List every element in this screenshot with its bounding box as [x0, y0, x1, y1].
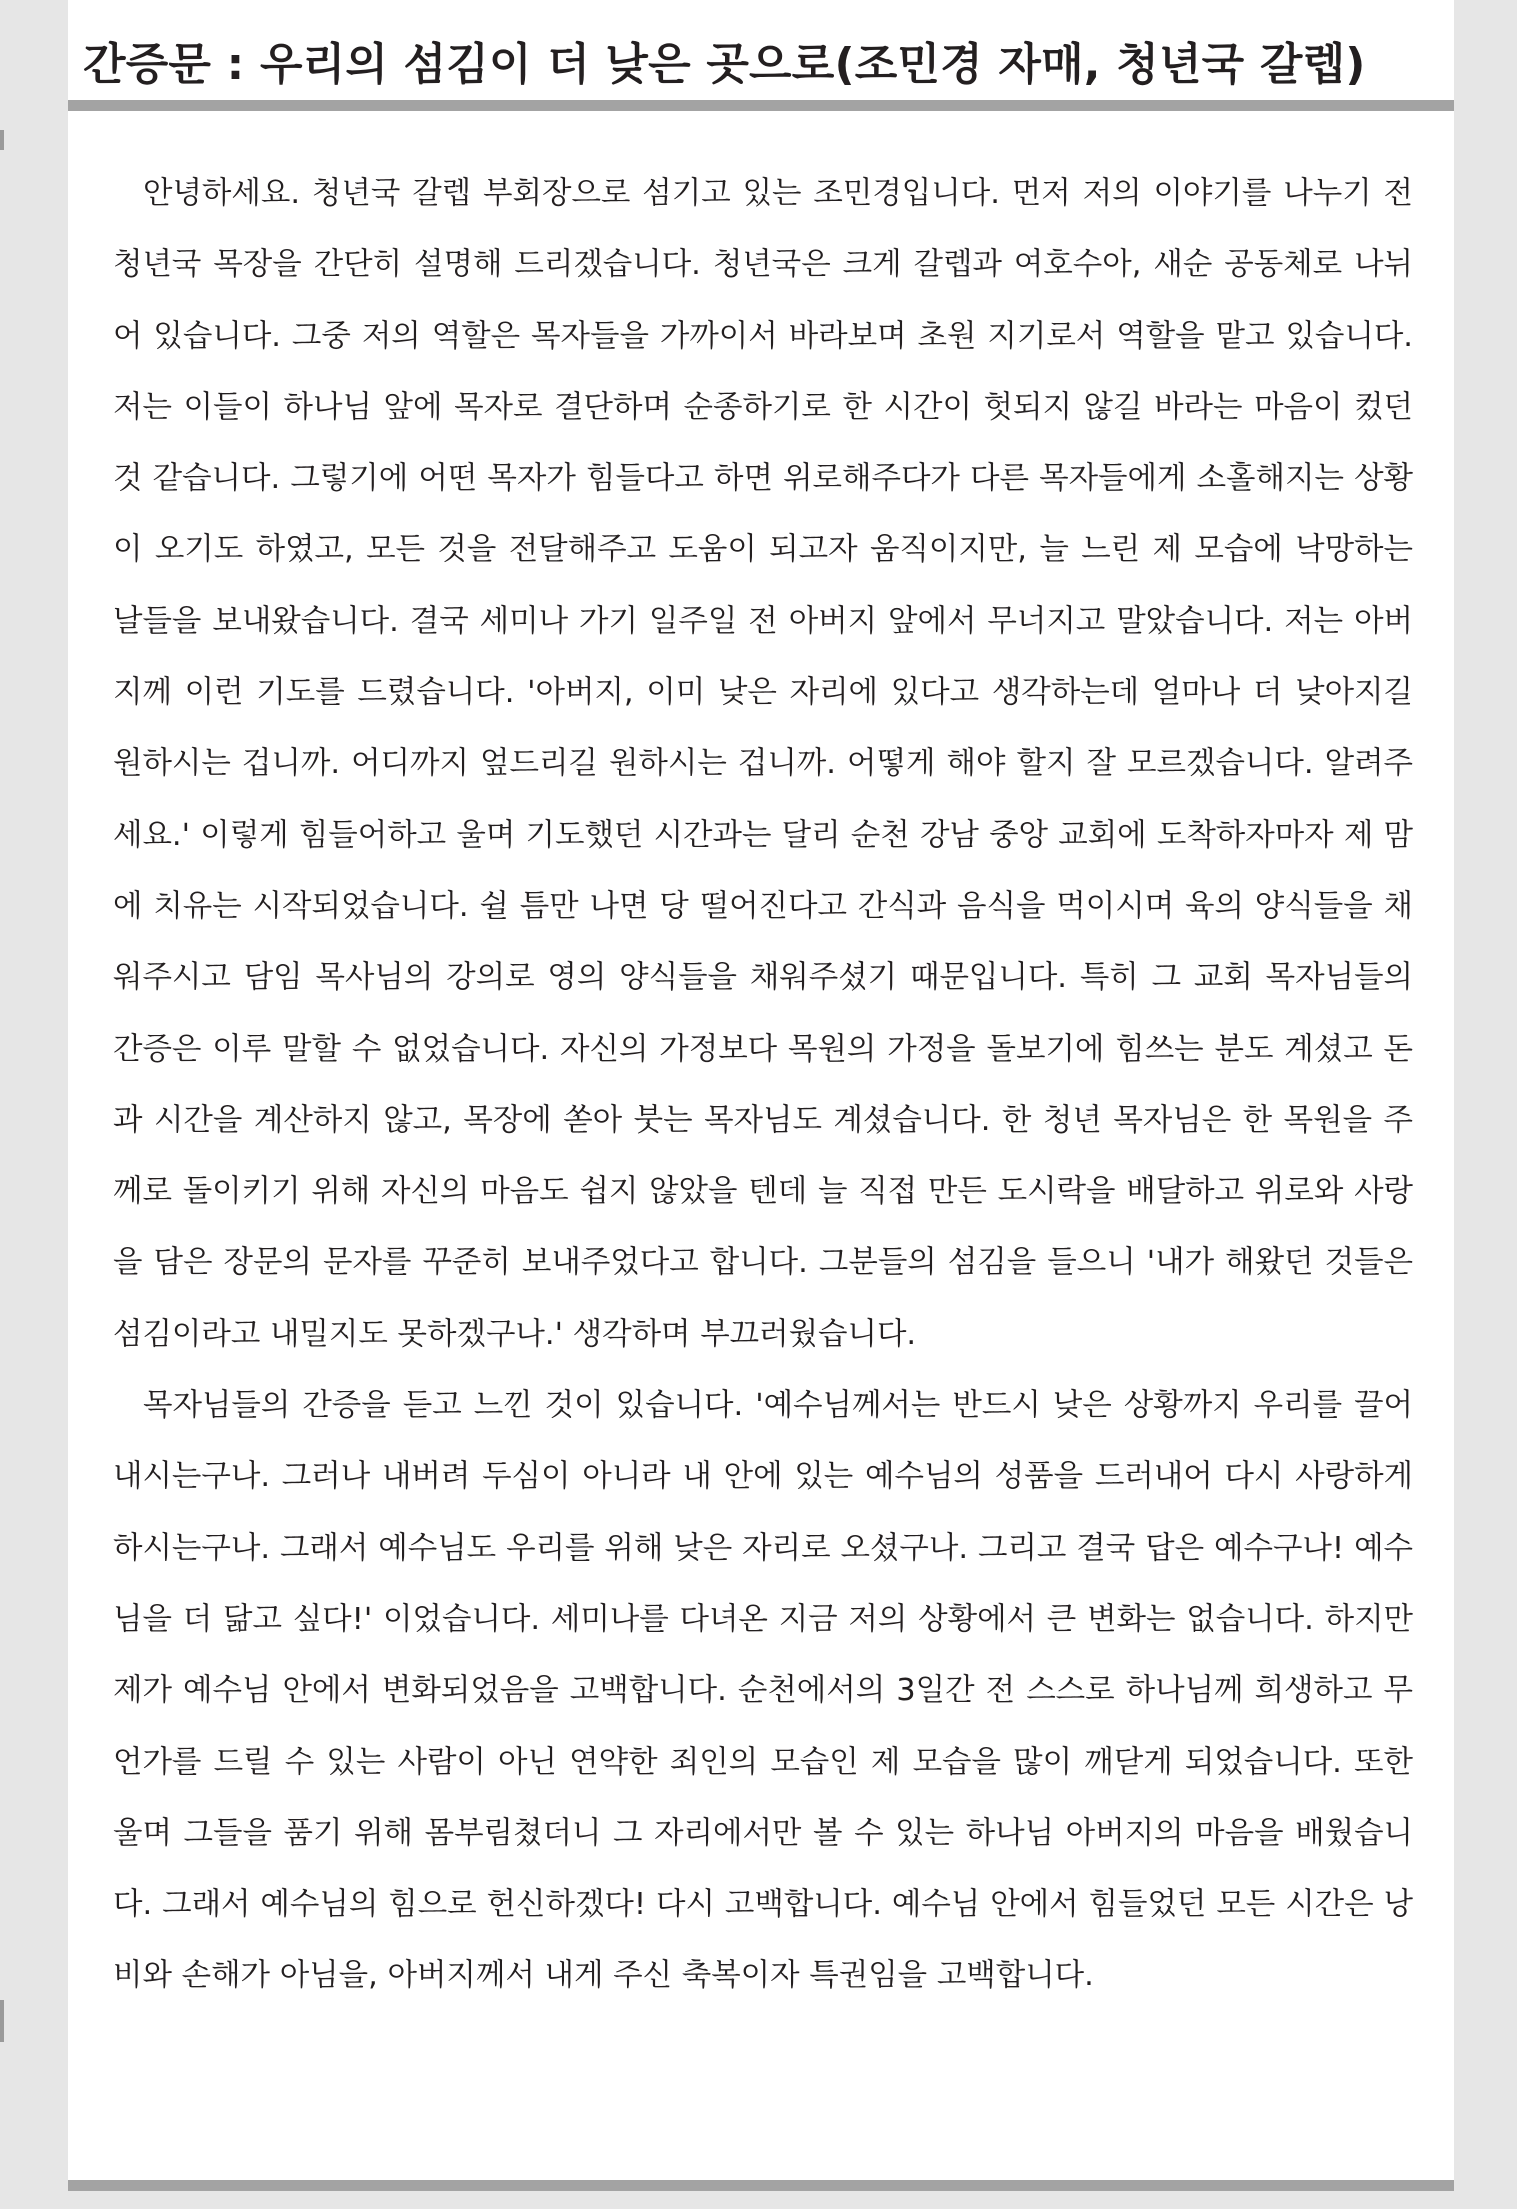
title-divider — [68, 100, 1454, 111]
margin-mark — [0, 2000, 4, 2042]
article-title: 간증문 : 우리의 섬김이 더 낮은 곳으로(조민경 자매, 청년국 갈렙) — [83, 39, 1366, 90]
article-body — [113, 158, 1413, 2012]
article-panel — [68, 111, 1454, 2181]
article-paragraph: 안녕하세요. 청년국 갈렙 부회장으로 섬기고 있는 조민경입니다. 먼저 저의 이야기를 나누기 전 청년국 목장을 간단히 설명해 드리겠습니다. 청년국은 크게 갈렙과 여호수아, 새순 공동체로 나뉘어 있습니다. 그중 저의 역할은 목자들을 가까이서 바라보며 초원 지기로서 역할을 맡고 있습니다. 저는 이들이 하나님 앞에 목자로 결단하며 순종하기로 한 시간이 헛되지 않길 바라는 마음이 컸던 것 같습니다. 그렇기에 어떤 목자가 힘들다고 하면 위로해주다가 다른 목자들에게 소홀해지는 상황이 오기도 하였고, 모든 것을 전달해주고 도움이 되고자 움직이지만, 늘 느린 제 모습에 낙망하는 날들을 보내왔습니다. 결국 세미나 가기 일주일 전 아버지 앞에서 무너지고 말았습니다. 저는 아버지께 이런 기도를 드렸습니다. '아버지, 이미 낮은 자리에 있다고 생각하는데 얼마나 더 낮아지길 원하시는 겁니까. 어디까지 엎드리길 원하시는 겁니까. 어떻게 해야 할지 잘 모르겠습니다. 알려주세요.' 이렇게 힘들어하고 울며 기도했던 시간과는 달리 순천 강남 중앙 교회에 도착하자마자 제 맘에 치유는 시작되었습니다. 쉴 틈만 나면 당 떨어진다고 간식과 음식을 먹이시며 육의 양식들을 채워주시고 담임 목사님의 강의로 영의 양식들을 채워주셨기 때문입니다. 특히 그 교회 목자님들의 간증은 이루 말할 수 없었습니다. 자신의 가정보다 목원의 가정을 돌보기에 힘쓰는 분도 계셨고 돈과 시간을 계산하지 않고, 목장에 쏟아 붓는 목자님도 계셨습니다. 한 청년 목자님은 한 목원을 주께로 돌이키기 위해 자신의 마음도 쉽지 않았을 텐데 늘 직접 만든 도시락을 배달하고 위로와 사랑을 담은 장문의 문자를 꾸준히 보내주었다고 합니다. 그분들의 섬김을 들으니 '내가 해왔던 것들은 섬김이라고 내밀지도 못하겠구나.' 생각하며 부끄러웠습니다. — [113, 176, 1413, 1352]
margin-mark — [0, 130, 4, 150]
article-paragraph: 목자님들의 간증을 듣고 느낀 것이 있습니다. '예수님께서는 반드시 낮은 상황까지 우리를 끌어내시는구나. 그러나 내버려 두심이 아니라 내 안에 있는 예수님의 성품을 드러내어 다시 사랑하게 하시는구나. 그래서 예수님도 우리를 위해 낮은 자리로 오셨구나. 그리고 결국 답은 예수구나! 예수님을 더 닮고 싶다!' 이었습니다. 세미나를 다녀온 지금 저의 상황에서 큰 변화는 없습니다. 하지만 제가 예수님 안에서 변화되었음을 고백합니다. 순천에서의 3일간 전 스스로 하나님께 희생하고 무언가를 드릴 수 있는 사람이 아닌 연약한 죄인의 모습인 제 모습을 많이 깨닫게 되었습니다. 또한 울며 그들을 품기 위해 몸부림쳤더니 그 자리에서만 볼 수 있는 하나님 아버지의 마음을 배웠습니다. 그래서 예수님의 힘으로 헌신하겠다! 다시 고백합니다. 예수님 안에서 힘들었던 모든 시간은 낭비와 손해가 아님을, 아버지께서 내게 주신 축복이자 특권임을 고백합니다. — [113, 1388, 1413, 1994]
bottom-divider — [68, 2180, 1454, 2191]
